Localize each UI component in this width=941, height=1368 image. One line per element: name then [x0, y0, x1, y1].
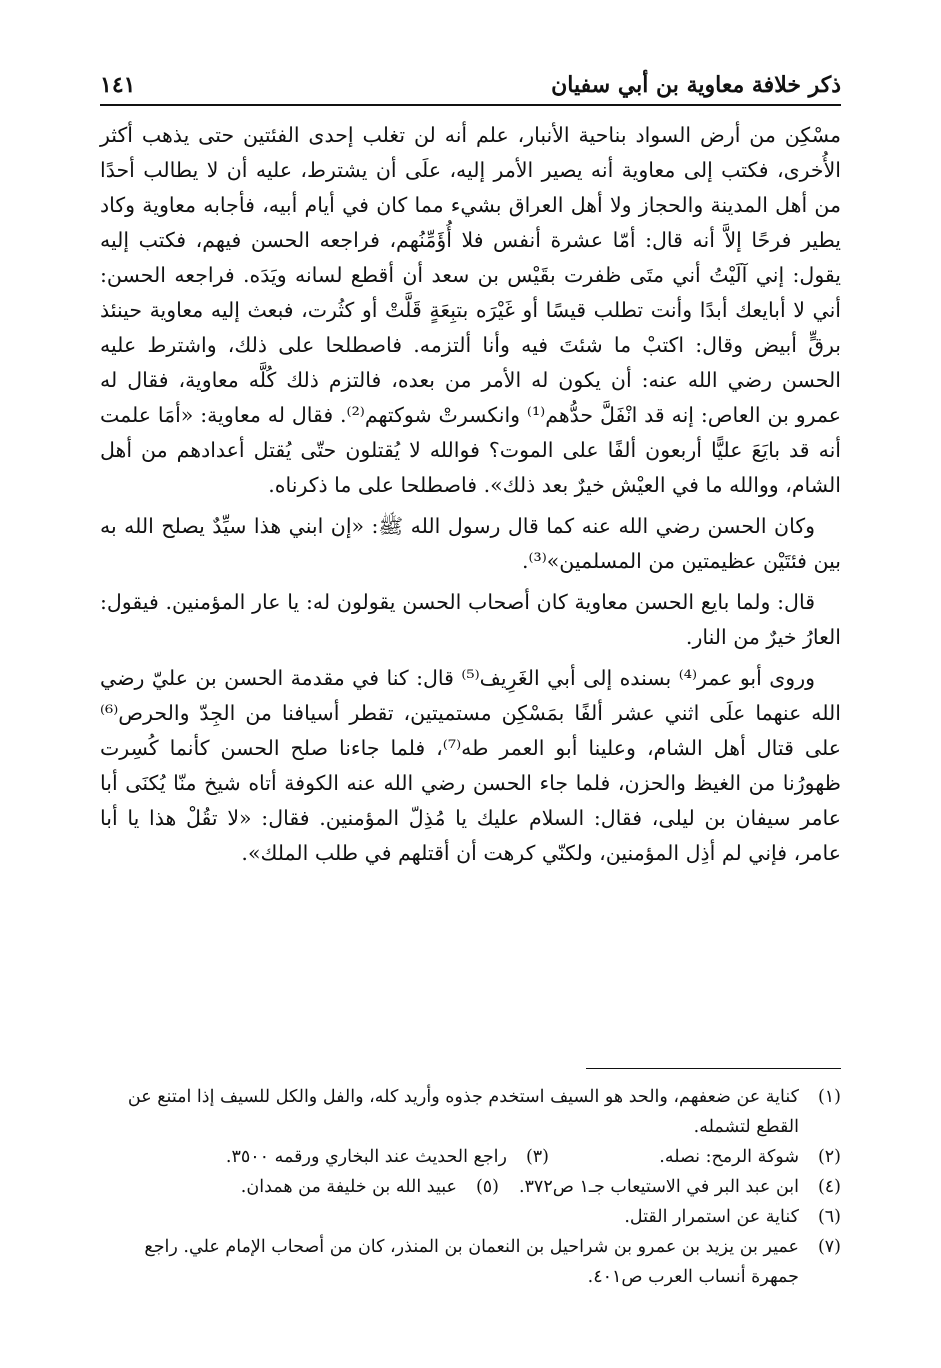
footnote: [100, 1082, 841, 1142]
footnotes: [100, 1082, 841, 1292]
main-text: [100, 118, 841, 877]
page-header: [100, 60, 841, 106]
paragraph: وروى أبو عمر⁽⁴⁾ بسنده إلى أبي الغَرِيف⁽⁵⁾ قال: كنا في مقدمة الحسن بن عليّ رضي الله عنهما علَى اثني عشر ألفًا بمَسْكِن مستميتين، تقطر أسيافنا من الجِدّ والحرص⁽⁶⁾ على قتال أهل الشام، وعلينا أبو العمر طه⁽⁷⁾، فلما جاءنا صلح الحسن كأنما كُسِرت ظهورُنا من الغيظ والحزن، فلما جاء الحسن رضي الله عنه الكوفة أتاه شيخ منّا يُكنَى أبا عامر سيفان بن ليلى، فقال: السلام عليك يا مُذِلّ المؤمنين. فقال: «لا تقُلْ هذا يا أبا عامر، فإني لم أذِل المؤمنين، ولكنّي كرهت أن أقتلهم في طلب الملك».: [100, 666, 842, 865]
paragraph: قال: ولما بايع الحسن معاوية كان أصحاب الحسن يقولون له: يا عار المؤمنين. فيقول: العارُ خيرٌ من النار.: [100, 590, 841, 649]
footnote-text: كناية عن استمرار القتل.: [624, 1207, 799, 1227]
page-number: ١٤١: [100, 72, 136, 98]
footnote: [100, 1142, 841, 1172]
footnote-text: راجع الحديث عند البخاري ورقمه ٣٥٠٠.: [225, 1147, 507, 1167]
footnote-text: ابن عبد البر في الاستيعاب جـ١ ص٣٧٢.: [518, 1177, 799, 1197]
footnote-number: (٥): [475, 1177, 499, 1197]
footnote-text: شوكة الرمح: نصله.: [659, 1147, 799, 1167]
footnote-pair: [100, 1142, 799, 1172]
footnote-text: عبيد الله بن خليفة من همدان.: [240, 1177, 457, 1197]
running-title: ذكر خلافة معاوية بن أبي سفيان: [551, 72, 841, 98]
footnote: [100, 1232, 841, 1292]
footnote-separator: [586, 1068, 841, 1069]
footnote-number: (٦): [817, 1207, 841, 1227]
paragraph: مسْكِن من أرض السواد بناحية الأنبار، علم أنه لن تغلب إحدى الفئتين حتى يذهب أكثر الأُخرى، فكتب إلى معاوية أنه يصير الأمر إليه، علَى أن يشترط، عليه أن لا يطالب أحدًا من أهل المدينة والحجاز ولا أهل العراق بشيء مما كان في أيام أبيه، فأجابه معاوية وكاد يطير فرحًا إلاَّ أنه قال: أمّا عشرة أنفس فلا أُؤَمِّنُهم، فراجعه الحسن فيهم، فكتب إليه يقول: إني آلَيْتُ أني متَى ظفرت بقَيْس بن سعد أن أقطع لسانه ويَدَه. فراجعه الحسن: أني لا أبايعك أبدًا وأنت تطلب قيسًا أو غَيْرَه بتبِعَةٍ قَلَّتْ أو كثُرت، فبعث إليه معاوية حينئذ برقٍّ أبيض وقال: اكتبْ ما شئتَ فيه وأنا ألتزمه. فاصطلحا على ذلك، واشترط عليه الحسن رضي الله عنه: أن يكون له الأمر من بعده، فالتزم ذلك كُلَّه معاوية، فقال له عمرو بن العاص: إنه قد انْفَلَّ حدُّهم⁽¹⁾ وانكسرتْ شوكتهم⁽²⁾. فقال له معاوية: «أمَا علمت أنه قد بايَعَ عليًّا أربعون ألفًا على الموت؟ فوالله لا يُقتلون حتّى يُقتل أعدادهم من أهل الشام، ووالله ما في العيْش خيرٌ بعد ذلك». فاصطلحا على ما ذكرناه.: [100, 123, 841, 497]
footnote-pair: [100, 1172, 799, 1202]
footnote-number: (٤): [817, 1177, 841, 1197]
footnote: [100, 1202, 841, 1232]
paragraph: وكان الحسن رضي الله عنه كما قال رسول الله ﷺ: «إن ابني هذا سيِّدٌ يصلح الله به بين فئتَيْن عظيمتين من المسلمين»⁽³⁾.: [100, 514, 841, 573]
footnote-text: كناية عن ضعفهم، والحد هو السيف استخدم جذوه وأريد كله، والفل والكل للسيف إذا امتنع عن القطع لتشمله.: [127, 1087, 799, 1137]
footnote-number: (٣): [525, 1147, 549, 1167]
footnote-number: (٧): [817, 1237, 841, 1257]
footnote: [100, 1172, 841, 1202]
footnote-number: (١): [817, 1087, 841, 1107]
footnote-number: (٢): [817, 1147, 841, 1167]
footnote-text: عمير بن يزيد بن عمرو بن شراحيل بن النعمان بن المنذر، كان من أصحاب الإمام علي. راجع جمهرة أنساب العرب ص٤٠١.: [144, 1237, 799, 1287]
